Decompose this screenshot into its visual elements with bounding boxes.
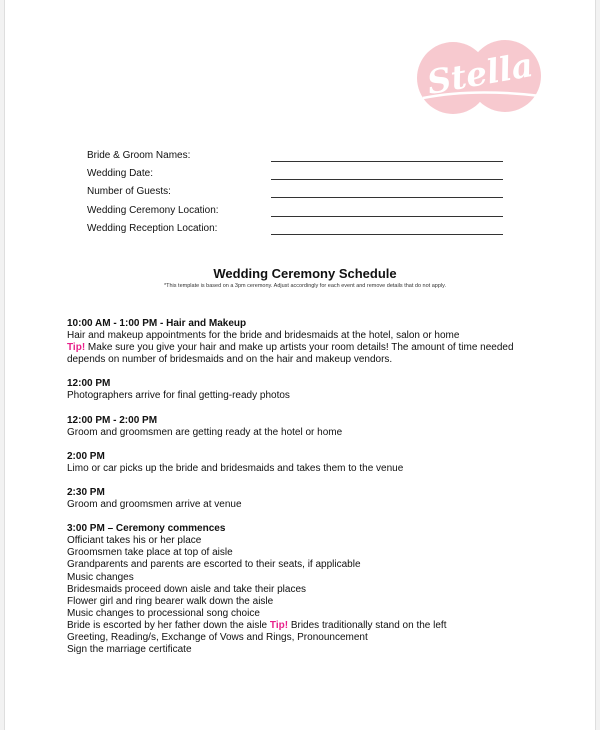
schedule-note: *This template is based on a 3pm ceremony. Adjust accordingly for each event and remove details that do not apply. xyxy=(164,283,446,289)
form-row-date xyxy=(87,168,517,186)
block-time: 12:00 PM - 2:00 PM xyxy=(67,414,158,426)
field-label: Wedding Ceremony Location: xyxy=(87,204,219,216)
logo-wordmark: Stella xyxy=(424,45,536,102)
tip-label: Tip! xyxy=(67,342,86,354)
block-text: Groom and groomsmen are getting ready at the hotel or home xyxy=(67,426,343,438)
list-item: Sign the marriage certificate xyxy=(67,644,192,656)
field-label: Wedding Date: xyxy=(87,168,153,180)
list-item: Bridesmaids proceed down aisle and take their places xyxy=(67,583,307,595)
bride-line xyxy=(67,620,567,632)
schedule-block-groom-ready xyxy=(67,415,567,439)
tip-text: Brides traditionally stand on the left xyxy=(288,619,447,631)
block-time: 3:00 PM – Ceremony commences xyxy=(67,523,226,535)
block-text: Hair and makeup appointments for the bride and bridesmaids at the hotel, salon or home xyxy=(67,330,460,342)
list-item: Greeting, Reading/s, Exchange of Vows and Rings, Pronouncement xyxy=(67,631,368,643)
list-item: Officiant takes his or her place xyxy=(67,535,202,547)
schedule-block-ceremony xyxy=(67,523,567,656)
names-blank-line[interactable] xyxy=(271,161,503,162)
stella-logo xyxy=(413,40,547,120)
schedule-block-groom-arrive xyxy=(67,487,567,511)
bride-text: Bride is escorted by her father down the aisle xyxy=(67,619,270,631)
block-text: Limo or car picks up the bride and bridesmaids and takes them to the venue xyxy=(67,462,404,474)
form-row-names xyxy=(87,150,517,168)
tip-text: Make sure you give your hair and make up artists your room details! The amount of time needed xyxy=(85,342,514,354)
date-blank-line[interactable] xyxy=(271,179,503,180)
tip-line xyxy=(67,342,567,354)
schedule-block-hair-makeup xyxy=(67,318,567,366)
block-text: Groom and groomsmen arrive at venue xyxy=(67,499,242,511)
list-item: Flower girl and ring bearer walk down the aisle xyxy=(67,595,274,607)
list-item: Groomsmen take place at top of aisle xyxy=(67,547,233,559)
schedule-block-limo xyxy=(67,451,567,475)
form-row-ceremony-location xyxy=(87,205,517,223)
schedule-body xyxy=(67,318,567,668)
field-label: Number of Guests: xyxy=(87,186,171,198)
tip-label: Tip! xyxy=(269,619,289,631)
reception-location-blank-line[interactable] xyxy=(271,234,503,235)
list-item: Music changes to processional song choice xyxy=(67,607,260,619)
block-text: depends on number of bridesmaids and on the hair and makeup vendors. xyxy=(67,354,393,366)
block-time: 10:00 AM - 1:00 PM - Hair and Makeup xyxy=(67,318,247,329)
field-label: Wedding Reception Location: xyxy=(87,222,218,234)
form-row-reception-location xyxy=(87,223,517,241)
block-time: 2:00 PM xyxy=(67,450,105,462)
info-form xyxy=(87,150,517,241)
document-page xyxy=(4,0,596,730)
list-item: Grandparents and parents are escorted to their seats, if applicable xyxy=(67,559,361,571)
ceremony-location-blank-line[interactable] xyxy=(271,216,503,217)
schedule-block-photographers xyxy=(67,378,567,402)
list-item: Music changes xyxy=(67,571,134,583)
block-time: 12:00 PM xyxy=(67,378,111,390)
block-text: Photographers arrive for final getting-ready photos xyxy=(67,390,290,402)
form-row-guests xyxy=(87,186,517,204)
block-time: 2:30 PM xyxy=(67,486,105,498)
schedule-title: Wedding Ceremony Schedule xyxy=(213,266,397,281)
field-label: Bride & Groom Names: xyxy=(87,150,191,161)
guests-blank-line[interactable] xyxy=(271,197,503,198)
